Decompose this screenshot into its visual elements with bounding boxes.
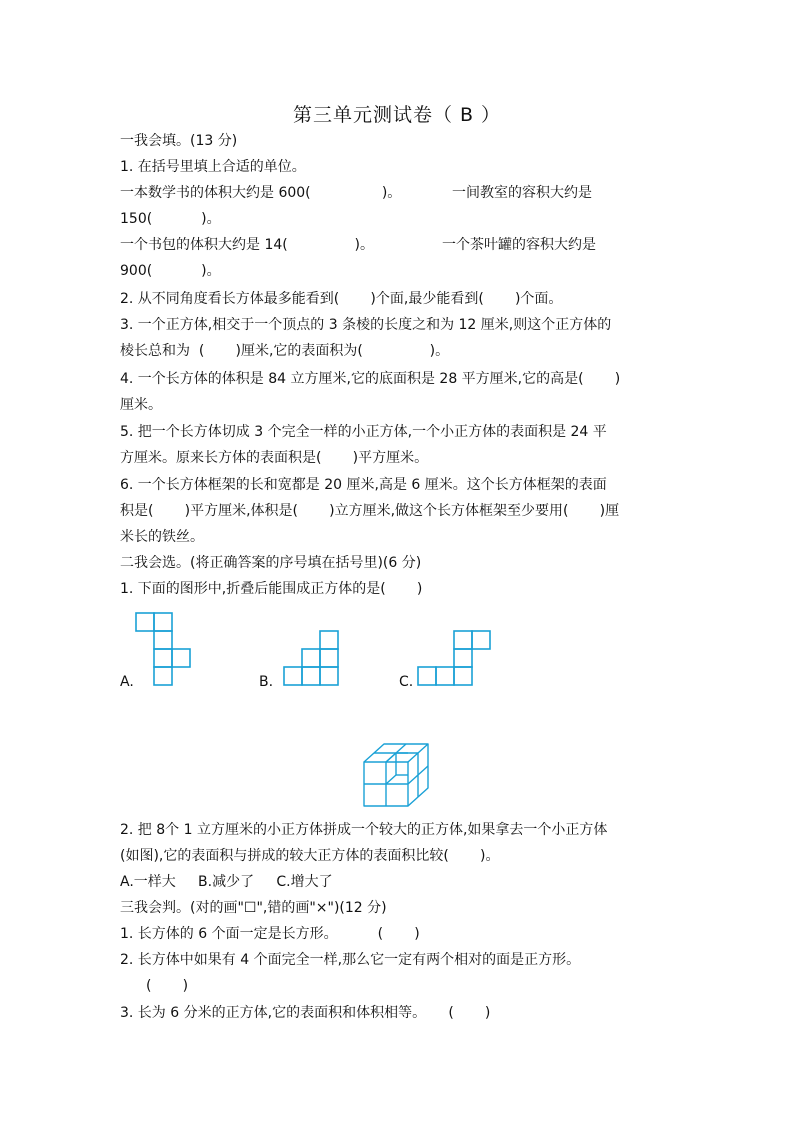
option-c-label: C. [399, 674, 414, 690]
s1-q1a: 一本数学书的体积大约是 600( )。 [120, 185, 402, 201]
s1-q3b: 棱长总和为 ( )厘米,它的表面积为( )。 [120, 343, 450, 359]
s1-q5b: 方厘米。原来长方体的表面积是( )平方厘米。 [120, 450, 429, 466]
s1-q6b: 积是( )平方厘米,体积是( )立方厘米,做这个长方体框架至少要用( )厘 [120, 503, 620, 519]
s1-q1d2: 900( )。 [120, 263, 221, 279]
s1-q6c: 米长的铁丝。 [120, 529, 204, 545]
s3-q1: 1. 长方体的 6 个面一定是长方形。 ( ) [120, 926, 420, 942]
s3-q2b: ( ) [146, 978, 189, 994]
s1-q1d: 一个茶叶罐的容积大约是 [442, 237, 596, 253]
s1-q1c: 一个书包的体积大约是 14( )。 [120, 237, 374, 253]
s2-q2-options: A.一样大 B.减少了 C.增大了 [120, 874, 333, 890]
section1-heading: 一我会填。(13 分) [120, 133, 238, 149]
page-title: 第三单元测试卷（ B ） [292, 104, 502, 126]
s1-q1b: 一间教室的容积大约是 [452, 185, 592, 201]
option-a-label: A. [120, 674, 134, 690]
s2-q1: 1. 下面的图形中,折叠后能围成正方体的是( ) [120, 581, 423, 597]
s2-q2b: (如图),它的表面积与拼成的较大正方体的表面积比较( )。 [120, 848, 500, 864]
s2-q2a: 2. 把 8个 1 立方厘米的小正方体拼成一个较大的正方体,如果拿去一个小正方体 [120, 822, 608, 838]
net-figure-a-icon [130, 608, 200, 692]
s1-q5a: 5. 把一个长方体切成 3 个完全一样的小正方体,一个小正方体的表面积是 24 平 [120, 424, 607, 440]
net-figure-c-icon [410, 626, 498, 692]
s1-q1: 1. 在括号里填上合适的单位。 [120, 159, 306, 175]
option-b-label: B. [259, 674, 274, 690]
s3-q2a: 2. 长方体中如果有 4 个面完全一样,那么它一定有两个相对的面是正方形。 [120, 952, 581, 968]
s1-q4a: 4. 一个长方体的体积是 84 立方厘米,它的底面积是 28 平方厘米,它的高是( ) [120, 371, 621, 387]
s3-q3: 3. 长为 6 分米的正方体,它的表面积和体积相等。 ( ) [120, 1005, 491, 1021]
s1-q3a: 3. 一个正方体,相交于一个顶点的 3 条棱的长度之和为 12 厘米,则这个正方体的 [120, 317, 612, 333]
cube-stack-figure-icon [356, 734, 438, 812]
s1-q2: 2. 从不同角度看长方体最多能看到( )个面,最少能看到( )个面。 [120, 291, 563, 307]
s1-q1b2: 150( )。 [120, 211, 221, 227]
net-figure-b-icon [278, 626, 348, 692]
section3-heading: 三我会判。(对的画"☐",错的画"×")(12 分) [120, 900, 387, 916]
section2-heading: 二我会选。(将正确答案的序号填在括号里)(6 分) [120, 555, 422, 571]
s1-q4b: 厘米。 [120, 397, 162, 413]
s1-q6a: 6. 一个长方体框架的长和宽都是 20 厘米,高是 6 厘米。这个长方体框架的表面 [120, 477, 607, 493]
